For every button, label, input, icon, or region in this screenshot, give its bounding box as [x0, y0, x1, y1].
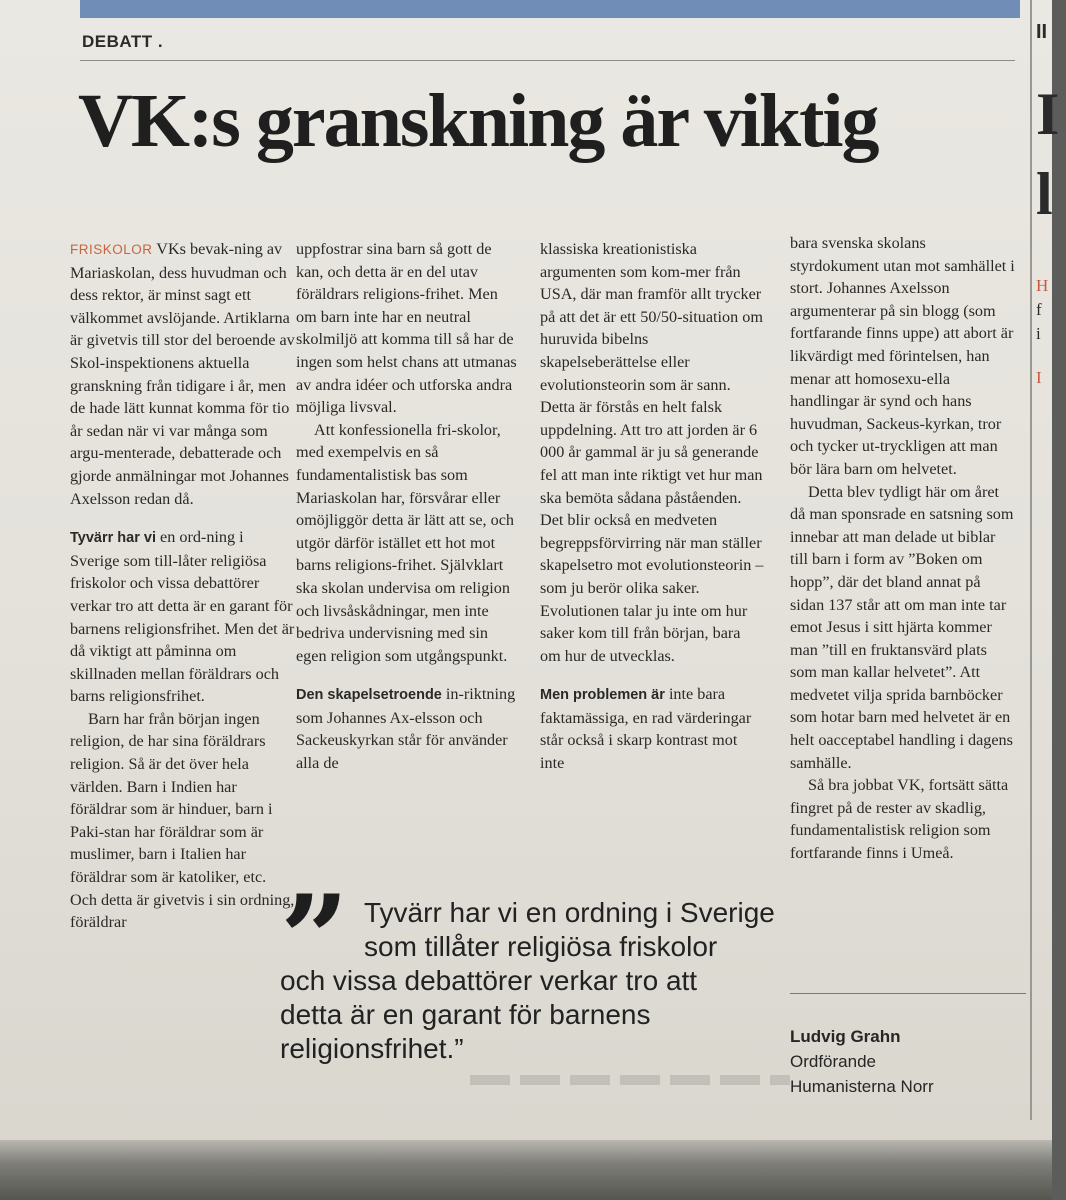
author-title: Ordförande: [790, 1052, 876, 1071]
paragraph: bara svenska skolans styrdokument utan mot samhället i stort. Johannes Axelsson argumenterar på sin blogg (som fortfarande finns uppe) att abort är likvärdigt med förintelsen, han menar att homosexu-ella handlingar är synd och hans huvudman, Sackeus-kyrkan, tror och tycker ut-tryckligen att man bör lära barn om helvetet.: [790, 234, 1015, 478]
pull-quote-line: som tillåter religiösa friskolor: [364, 931, 718, 962]
paragraph-lead: Men problemen är: [540, 687, 665, 704]
paragraph: uppfostrar sina barn så gott de kan, och detta är en del utav föräldrars religions-frihet. Men om barn inte har en neutral skolmiljö att komma till så har de ingen som helst chans att utmanas av andra idéer och utforska andra möjliga livsval.: [296, 240, 517, 417]
article-headline: VK:s granskning är viktig: [78, 79, 878, 163]
adjacent-text-letter: f: [1036, 300, 1042, 319]
paragraph: VKs bevak-ning av Mariaskolan, dess huvudman och dess rektor, är minst sagt ett välkommet avslöjande. Artiklarna är givetvis till stor del beroende av Skol-inspektionens aktuella granskning från tidigare i år, men de hade lätt kunnat komma för tio år sedan när vi var många som argu-menterade, debatterade och gjorde anmälningar mot Johannes Axelsson redan då.: [70, 240, 295, 508]
section-label: DEBATT .: [82, 32, 164, 51]
paragraph: Detta blev tydligt här om året då man sponsrade en satsning som innebar att man delade ut biblar till barn i form av ”Boken om hopp”, där det bland annat på sidan 137 står att om man inte tar emot Jesus i sitt hjärta kommer man ”till en fruktansvärd plats som man kallar helvetet”. Att medvetet vilja sprida barnböcker som hotar barn med helvetet är en helt oacceptabel handling i dagens samhälle.: [790, 482, 1014, 772]
adjacent-header-letter: II: [1036, 21, 1048, 43]
section-rule: [80, 60, 1015, 61]
pull-quote-line: religionsfrihet.”: [280, 1033, 464, 1064]
pull-quote-line: och vissa debattörer verkar tro att: [280, 965, 698, 996]
article-column-2: [296, 238, 521, 775]
adjacent-headline-letter: I: [1036, 81, 1060, 147]
section-color-band: [80, 0, 1020, 18]
adjacent-text-letter-2: i: [1036, 324, 1041, 343]
pull-quote-line: Tyvärr har vi en ordning i Sverige: [364, 897, 775, 928]
paragraph: en ord-ning i Sverige som till-låter religiösa friskolor och vissa debattörer verkar tro att detta är en garant för barnens religionsfrihet. Men det är då viktigt att påminna om skillnaden mellan föräldrars och barns religionsfrihet.: [70, 528, 295, 706]
paragraph-lead: Tyvärr har vi: [70, 530, 156, 547]
paragraph: Så bra jobbat VK, fortsätt sätta fingret på de rester av skadlig, fundamentalistisk religion som fortfarande finns i Umeå.: [790, 776, 1009, 863]
adjacent-headline-letter-2: l: [1036, 161, 1053, 227]
quotation-mark-icon: ”: [280, 869, 350, 1010]
author-name: Ludvig Grahn: [790, 1027, 901, 1046]
pull-quote: [280, 869, 780, 1086]
signature-rule: [790, 993, 1026, 994]
topic-tag: FRISKOLOR: [70, 242, 153, 257]
paragraph-lead: Den skapelsetroende: [296, 687, 442, 704]
bleed-through-text: [470, 1075, 790, 1085]
page-edge-shadow: [0, 1140, 1052, 1200]
adjacent-page-edge: [1036, 20, 1066, 1020]
paragraph: Att konfessionella fri-skolor, med exempelvis en så fundamentalistisk bas som Mariaskolan har, försvårar eller omöjliggör detta är lätt att se, och utgör därför istället ett hot mot barns religions-frihet. Självklart ska skolan undervisa om religion och livsåskådningar, men inte bedriva undervisning med sin egen religion som utgångspunkt.: [296, 420, 515, 665]
column-divider: [1030, 0, 1032, 1120]
article-column-1: [70, 238, 295, 934]
pull-quote-text: [280, 896, 780, 1066]
paragraph: klassiska kreationistiska argumenten som kom-mer från USA, där man framför allt trycker på att det är ett 50/50-situation om huruvida bibelns skapelseberättelse eller evolutionsteorin som är sann. Detta är förstås en helt falsk uppdelning. Att tro att jorden är 6 000 år gammal är ju så generande fel att man inte riktigt vet hur man ska bemöta sådana påståenden. Det blir också en medveten begreppsförvirring när man ställer skapelsetro mot evolutionsteorin – som ju berör olika saker. Evolutionen talar ju inte om hur saker kom till från början, bara om hur de utvecklas.: [540, 240, 764, 665]
article-column-3: [540, 238, 765, 775]
article-column-4: [790, 232, 1015, 865]
author-signature: [790, 1024, 1025, 1099]
adjacent-tag-letter: H: [1036, 276, 1049, 295]
adjacent-tag-letter-2: I: [1036, 368, 1042, 387]
author-organization: Humanisterna Norr: [790, 1077, 934, 1096]
paragraph: in-riktning som Johannes Ax-elsson och Sackeuskyrkan står för använder alla de: [296, 685, 516, 773]
paragraph: Barn har från början ingen religion, de har sina föräldrars religion. Så är det över hela världen. Barn i Indien har föräldrar som är hinduer, barn i Paki-stan har föräldrar som är muslimer, barn i Italien har föräldrar som är katoliker, etc. Och detta är givetvis i sin ordning, föräldrar: [70, 709, 295, 932]
paragraph: inte bara faktamässiga, en rad värderingar står också i skarp kontrast mot inte: [540, 685, 752, 773]
pull-quote-line: detta är en garant för barnens: [280, 999, 651, 1030]
